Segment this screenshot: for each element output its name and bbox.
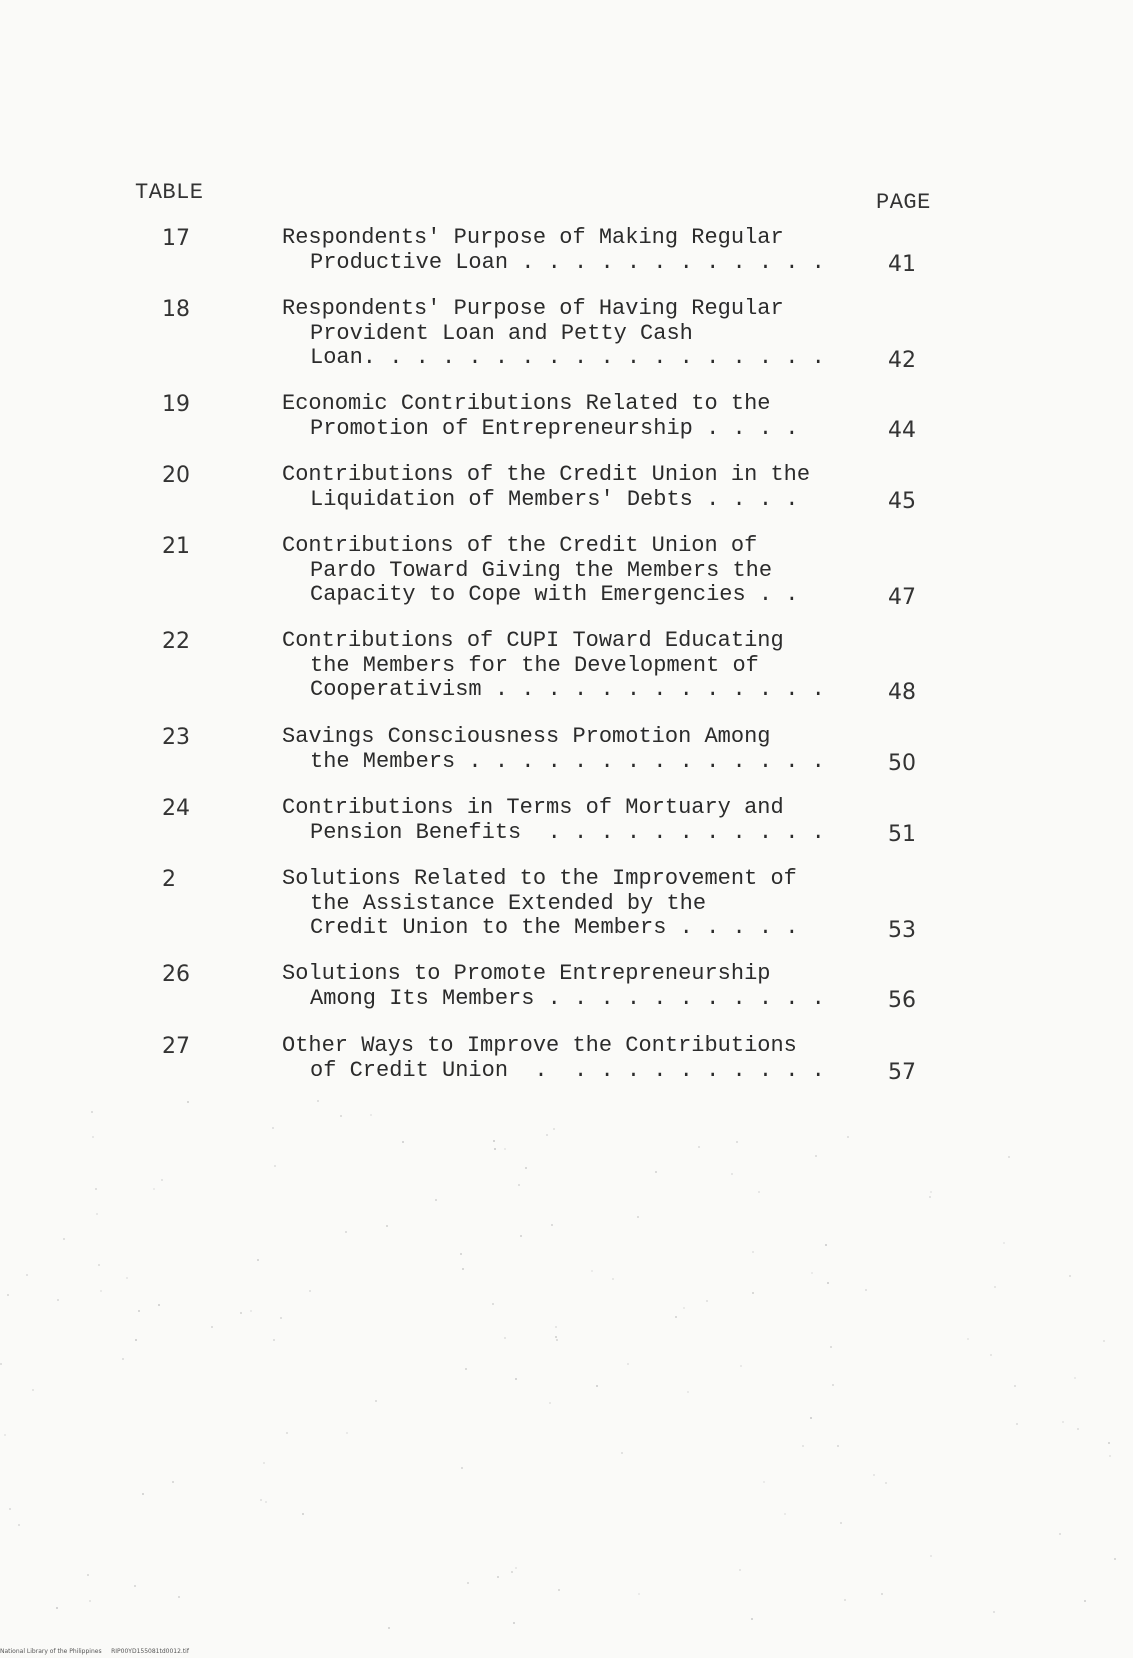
scan-speck: [1008, 1156, 1010, 1158]
title-line: Solutions Related to the Improvement of: [282, 866, 797, 891]
scan-speck: [87, 1574, 89, 1576]
scan-speck: [556, 1339, 558, 1341]
title-line: Respondents' Purpose of Having Regular: [282, 296, 784, 321]
scan-speck: [1077, 1428, 1079, 1430]
scan-speck: [250, 1310, 252, 1312]
scan-speck: [802, 1445, 804, 1447]
table-title: [282, 962, 872, 1011]
title-line: Capacity to Cope with Emergencies . .: [310, 582, 799, 607]
scan-speck: [929, 1196, 931, 1198]
scan-speck: [511, 1571, 513, 1573]
page-number: 45: [888, 489, 916, 514]
scan-speck: [881, 1593, 883, 1595]
scan-speck: [675, 1316, 677, 1318]
scan-speck: [161, 1179, 163, 1181]
table-number: 21: [162, 534, 190, 559]
scan-speck: [1114, 1558, 1116, 1560]
title-line: Among Its Members . . . . . . . . . . .: [310, 985, 825, 1011]
scan-speck: [549, 1402, 551, 1404]
scan-speck: [990, 1354, 992, 1356]
table-number: 18: [162, 297, 190, 322]
scan-speck: [520, 1235, 522, 1237]
title-line: Productive Loan . . . . . . . . . . . .: [310, 249, 825, 275]
scan-speck: [57, 1299, 59, 1301]
page-number: 53: [888, 918, 916, 943]
table-title: [282, 534, 872, 608]
scan-speck: [280, 1317, 282, 1319]
scan-speck: [286, 1432, 288, 1434]
scan-speck: [98, 1264, 100, 1266]
scan-speck: [518, 1184, 520, 1186]
scan-speck: [1074, 1377, 1076, 1379]
scan-speck: [493, 1140, 495, 1142]
scan-speck: [89, 1600, 91, 1602]
scan-speck: [504, 1337, 506, 1339]
title-line: the Members for the Development of: [310, 652, 759, 678]
scan-speck: [555, 1336, 557, 1338]
title-line: Respondents' Purpose of Making Regular: [282, 225, 784, 250]
page-number: 56: [888, 988, 916, 1013]
scan-speck: [596, 1385, 598, 1387]
scan-speck: [830, 1346, 832, 1348]
table-number: 22: [162, 629, 190, 654]
scan-speck: [504, 1148, 506, 1150]
scan-speck: [885, 1482, 887, 1484]
table-title: [282, 463, 872, 512]
scan-speck: [811, 1272, 813, 1274]
scan-speck: [265, 1501, 267, 1503]
scan-speck: [1003, 1242, 1005, 1244]
title-line: Provident Loan and Petty Cash: [310, 320, 693, 346]
scan-speck: [375, 1400, 377, 1402]
page-number: 50: [888, 751, 916, 776]
scan-speck: [1084, 1600, 1086, 1602]
scan-speck: [546, 1134, 548, 1136]
scan-speck: [810, 1417, 812, 1419]
scan-speck: [930, 1555, 932, 1557]
scan-speck: [844, 1599, 846, 1601]
table-number: 17: [162, 226, 190, 251]
title-line: Liquidation of Members' Debts . . . .: [310, 486, 799, 512]
page-number: 57: [888, 1060, 916, 1085]
scan-speck: [9, 1508, 11, 1510]
title-line: of Credit Union . . . . . . . . . . .: [310, 1057, 825, 1083]
scan-speck: [187, 1101, 189, 1103]
scan-speck: [386, 1225, 388, 1227]
scan-speck: [837, 1445, 839, 1447]
title-line: Credit Union to the Members . . . . .: [310, 915, 799, 940]
scan-speck: [494, 1148, 496, 1150]
scan-speck: [122, 1358, 124, 1360]
scan-speck: [827, 1282, 829, 1284]
scan-speck: [138, 1310, 140, 1312]
scan-speck: [260, 1499, 262, 1501]
scan-speck: [461, 1467, 463, 1469]
scan-speck: [0, 1363, 2, 1365]
scan-speck: [91, 1111, 93, 1113]
title-line: Contributions of the Credit Union of: [282, 533, 758, 558]
scan-speck: [211, 1326, 213, 1328]
title-line: Promotion of Entrepreneurship . . . .: [310, 415, 799, 441]
scan-speck: [32, 1389, 34, 1391]
scan-speck: [158, 1304, 160, 1306]
scan-speck: [525, 1167, 527, 1169]
scan-speck: [135, 1339, 137, 1341]
scan-speck: [95, 1188, 97, 1190]
page-number: 41: [888, 252, 916, 277]
scan-speck: [555, 1326, 557, 1328]
title-line: Contributions in Terms of Mortuary and: [282, 795, 784, 820]
table-number: 24: [162, 796, 190, 821]
scan-speck: [370, 1114, 372, 1116]
scan-speck: [832, 1384, 834, 1386]
scan-speck: [100, 1290, 102, 1292]
scan-speck: [134, 1585, 136, 1587]
scan-speck: [515, 1378, 517, 1380]
table-title: [282, 226, 872, 275]
scan-speck: [63, 1238, 65, 1240]
scan-speck: [273, 1339, 275, 1341]
scan-speck: [752, 1292, 754, 1294]
scan-speck: [26, 1274, 28, 1276]
scan-speck: [784, 1513, 786, 1515]
scan-speck: [825, 1244, 827, 1246]
scan-speck: [740, 1365, 742, 1367]
scan-speck: [340, 1115, 342, 1117]
scan-speck: [172, 1481, 174, 1483]
scan-speck: [1014, 1385, 1016, 1387]
title-line: Economic Contributions Related to the: [282, 391, 771, 416]
table-number: 23: [162, 725, 190, 750]
scan-speck: [263, 1462, 265, 1464]
scan-speck: [752, 1251, 754, 1253]
table-number: 2: [162, 867, 176, 892]
scan-speck: [612, 1278, 614, 1280]
scan-speck: [687, 1391, 689, 1393]
scan-speck: [402, 1141, 404, 1143]
table-title: [282, 297, 872, 371]
table-title: [282, 725, 872, 774]
scan-speck: [178, 1596, 180, 1598]
table-number: 27: [162, 1034, 190, 1059]
table-number: 20: [162, 463, 190, 488]
scan-speck: [388, 1627, 390, 1629]
scan-speck: [257, 1259, 259, 1261]
scan-speck: [435, 1199, 437, 1201]
title-line: Solutions to Promote Entrepreneurship: [282, 961, 771, 986]
scan-speck: [698, 1146, 700, 1148]
scan-speck: [142, 1493, 144, 1495]
scan-speck: [553, 1128, 555, 1130]
scan-speck: [621, 1452, 623, 1454]
scan-speck: [873, 1474, 875, 1476]
scan-speck: [4, 1434, 6, 1436]
title-line: the Assistance Extended by the: [310, 890, 707, 916]
scan-speck: [460, 1253, 462, 1255]
title-line: Loan. . . . . . . . . . . . . . . . . .: [310, 345, 825, 370]
table-title: [282, 1034, 872, 1083]
scan-speck: [467, 1582, 469, 1584]
scan-speck: [240, 1312, 242, 1314]
scan-speck: [18, 1524, 20, 1526]
scan-speck: [739, 1569, 741, 1571]
scan-speck: [751, 1618, 753, 1620]
scan-speck: [126, 1277, 128, 1279]
table-column-header: TABLE: [135, 180, 204, 205]
scan-speck: [7, 1294, 9, 1296]
scan-speck: [1108, 1442, 1110, 1444]
scan-speck: [1059, 1533, 1061, 1535]
scan-speck: [274, 1165, 276, 1167]
scan-speck: [346, 1432, 348, 1434]
scan-speck: [92, 1136, 94, 1138]
scan-speck: [302, 1513, 304, 1515]
scan-speck: [1062, 1421, 1064, 1423]
page-number: 44: [888, 418, 916, 443]
title-line: Savings Consciousness Promotion Among: [282, 724, 771, 749]
title-line: Contributions of CUPI Toward Educating: [282, 628, 784, 653]
scan-speck: [840, 1522, 842, 1524]
title-line: the Members . . . . . . . . . . . . . .: [310, 748, 825, 774]
scan-speck: [551, 1224, 553, 1226]
scan-speck: [865, 1289, 867, 1291]
scan-speck: [637, 1216, 639, 1218]
scan-speck: [736, 1141, 738, 1143]
scan-speck: [993, 1611, 995, 1613]
scan-speck: [96, 1213, 98, 1215]
page-column-header: PAGE: [876, 190, 931, 215]
scan-speck: [1016, 1423, 1018, 1425]
scan-speck: [706, 1300, 708, 1302]
scan-speck: [994, 1286, 996, 1288]
title-line: Pardo Toward Giving the Members the: [310, 557, 773, 583]
scan-speck: [515, 1567, 517, 1569]
scan-speck: [758, 1191, 760, 1193]
scan-speck: [930, 1191, 932, 1193]
scan-speck: [492, 1303, 494, 1305]
scan-speck: [591, 1270, 593, 1272]
scan-speck: [513, 1622, 515, 1624]
page-number: 48: [888, 680, 916, 705]
scan-speck: [1109, 1455, 1111, 1457]
table-title: [282, 392, 872, 441]
page-number: 47: [888, 585, 916, 610]
scan-speck: [655, 1171, 657, 1173]
title-line: Contributions of the Credit Union in the: [282, 462, 811, 487]
table-title: [282, 629, 872, 703]
scan-speck: [627, 1363, 629, 1365]
title-line: Pension Benefits . . . . . . . . . . .: [310, 819, 825, 845]
table-number: 26: [162, 962, 190, 987]
table-title: [282, 796, 872, 845]
scan-speck: [309, 1290, 311, 1292]
scan-speck: [815, 1155, 817, 1157]
scan-footer: National Library of the Philippines RIP00YD155081td0012.tif: [0, 1648, 189, 1655]
scan-speck: [683, 1307, 685, 1309]
scan-speck: [56, 1607, 58, 1609]
scan-speck: [272, 1127, 274, 1129]
scan-speck: [317, 1100, 319, 1102]
table-number: 19: [162, 392, 190, 417]
scan-speck: [731, 1173, 733, 1175]
scan-speck: [462, 1268, 464, 1270]
scan-speck: [763, 1481, 765, 1483]
page-number: 51: [888, 822, 916, 847]
scan-speck: [1069, 1275, 1071, 1277]
page-number: 42: [888, 348, 916, 373]
scan-speck: [345, 1231, 347, 1233]
scan-speck: [1103, 1340, 1105, 1342]
table-title: [282, 867, 872, 941]
scan-speck: [497, 1576, 499, 1578]
scan-speck: [558, 1589, 560, 1591]
scan-speck: [638, 1593, 640, 1595]
title-line: Cooperativism . . . . . . . . . . . . .: [310, 677, 825, 702]
title-line: Other Ways to Improve the Contributions: [282, 1033, 797, 1058]
scan-speck: [465, 1368, 467, 1370]
scan-speck: [967, 1338, 969, 1340]
scan-speck: [153, 1188, 155, 1190]
scan-speck: [847, 1136, 849, 1138]
